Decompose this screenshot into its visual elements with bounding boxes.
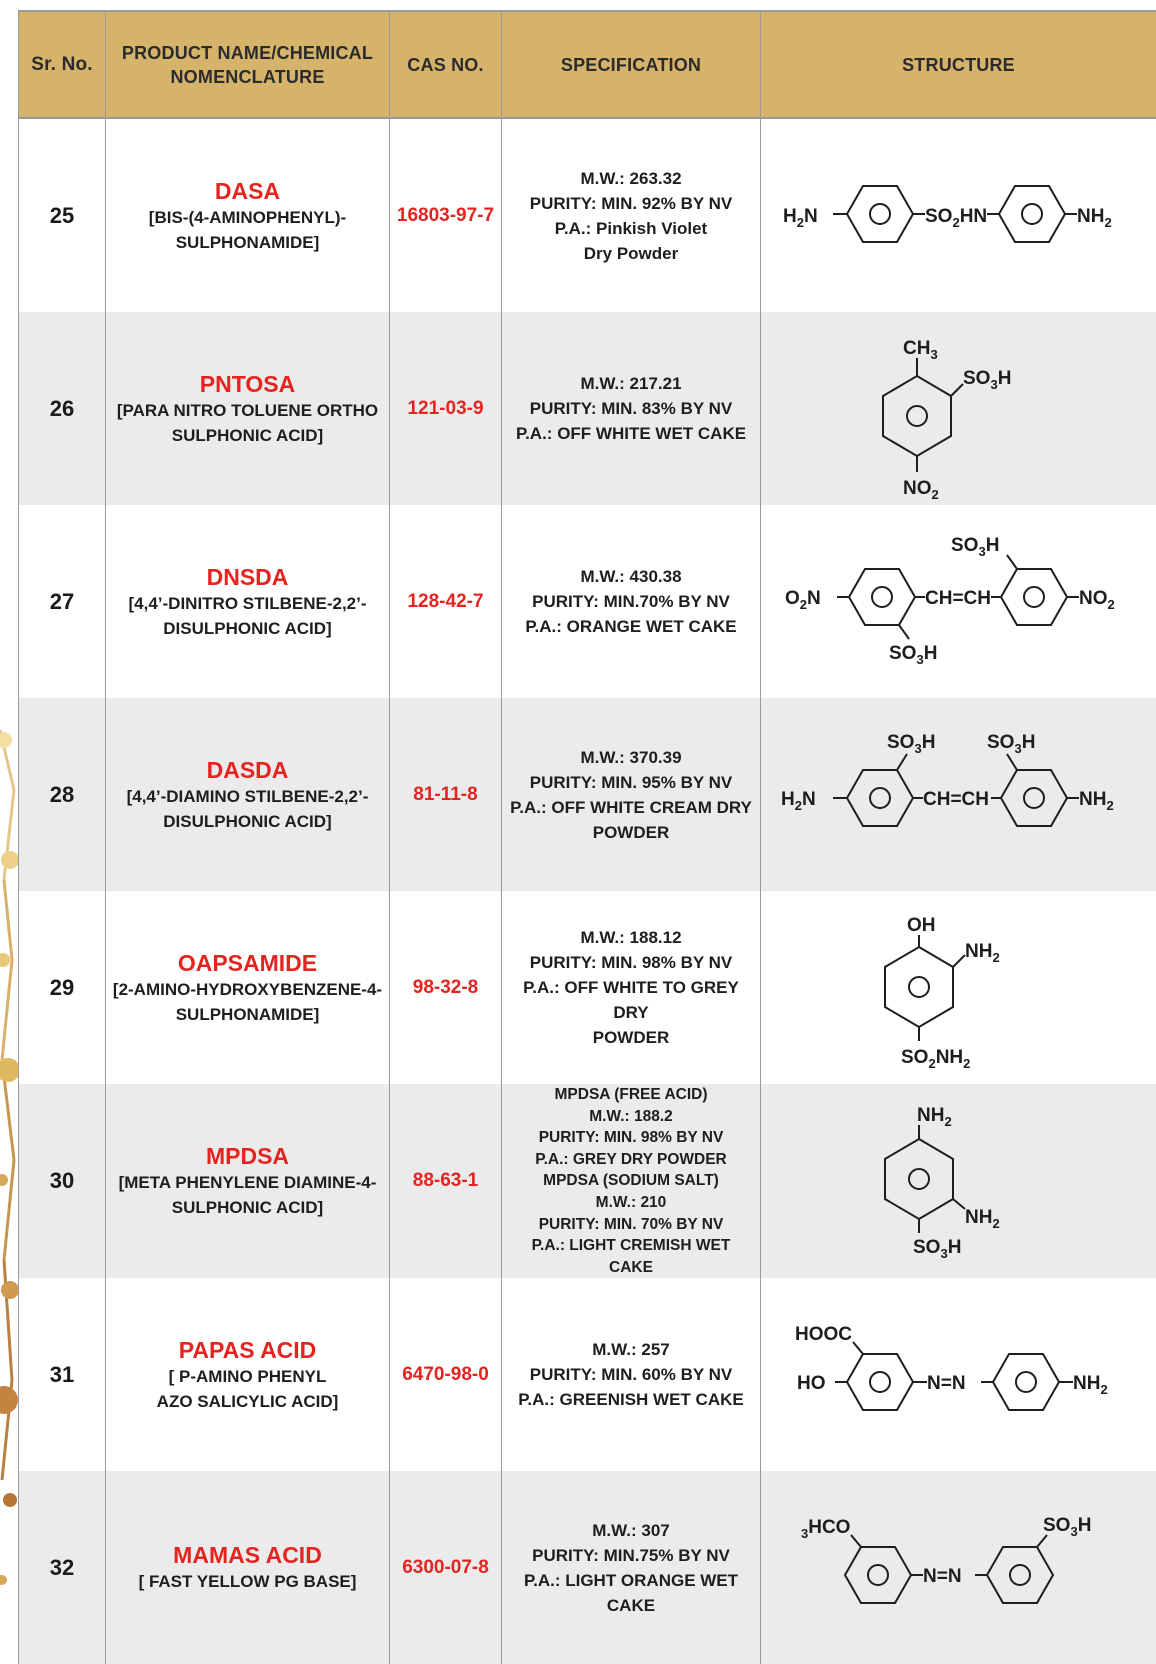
product-name: DASA bbox=[112, 177, 383, 205]
svg-text:CH3: $CH_3$ bbox=[903, 338, 938, 362]
header-specification: SPECIFICATION bbox=[502, 11, 761, 118]
product-table bbox=[18, 10, 1156, 1664]
sr-no-cell: 28 bbox=[19, 698, 106, 891]
nomenclature-line: [ P-AMINO PHENYL bbox=[112, 1364, 383, 1389]
product-name: OAPSAMIDE bbox=[112, 949, 383, 977]
structure-cell bbox=[761, 891, 1156, 1084]
nomenclature-line: AZO SALICYLIC ACID] bbox=[112, 1389, 383, 1414]
header-structure: STRUCTURE bbox=[761, 11, 1156, 118]
decorative-molecule-art bbox=[0, 0, 18, 1654]
cas-number: 81-11-8 bbox=[390, 698, 502, 891]
product-cell bbox=[106, 891, 390, 1084]
nomenclature-line: DISULPHONIC ACID] bbox=[112, 616, 383, 641]
product-cell bbox=[106, 312, 390, 505]
specification-cell: M.W.: 217.21 PURITY: MIN. 83% BY NV P.A.: OFF WHITE WET CAKE bbox=[502, 312, 761, 505]
nomenclature-line: [4,4’-DIAMINO STILBENE-2,2’- bbox=[112, 784, 383, 809]
svg-text:SO3H: $SO_3H$ bbox=[913, 1237, 961, 1261]
mamas-acid-structure-diagram bbox=[767, 1471, 1156, 1664]
product-name: DASDA bbox=[112, 756, 383, 784]
svg-text:NH2: $NH_2$ bbox=[1079, 789, 1114, 813]
structure-cell bbox=[761, 1278, 1156, 1471]
product-cell bbox=[106, 118, 390, 312]
svg-text:SO3H: $SO_3H$ bbox=[987, 732, 1035, 756]
product-name: PAPAS ACID bbox=[112, 1336, 383, 1364]
papas-acid-structure-diagram bbox=[767, 1278, 1156, 1471]
header-cas-no: CAS NO. bbox=[390, 11, 502, 118]
header-sr-no: Sr. No. bbox=[19, 11, 106, 118]
oapsamide-structure-diagram bbox=[767, 891, 1156, 1084]
svg-text:NH2: $NH_2$ bbox=[965, 941, 1000, 965]
svg-text:H2N: $H_2N$ bbox=[781, 789, 816, 813]
product-cell bbox=[106, 698, 390, 891]
sr-no-cell: 31 bbox=[19, 1278, 106, 1471]
product-name: MPDSA bbox=[112, 1142, 383, 1170]
product-name: MAMAS ACID bbox=[112, 1541, 383, 1569]
product-name: DNSDA bbox=[112, 563, 383, 591]
specification-cell: MPDSA (FREE ACID) M.W.: 188.2 PURITY: MIN. 98% BY NV P.A.: GREY DRY POWDER MPDSA (SODIUM SALT) M.W.: 210 PURITY: MIN. 70% BY NV P.A.: LIGHT CREMISH WET CAKE bbox=[502, 1084, 761, 1278]
nomenclature-line: [ FAST YELLOW PG BASE] bbox=[112, 1569, 383, 1594]
svg-text:HOOC: HOOC bbox=[795, 1324, 852, 1345]
cas-number: 98-32-8 bbox=[390, 891, 502, 1084]
structure-cell bbox=[761, 1471, 1156, 1664]
specification-cell: M.W.: 430.38 PURITY: MIN.70% BY NV P.A.: ORANGE WET CAKE bbox=[502, 505, 761, 698]
structure-cell bbox=[761, 118, 1156, 312]
cas-number: 88-63-1 bbox=[390, 1084, 502, 1278]
nomenclature-line: [4,4’-DINITRO STILBENE-2,2’- bbox=[112, 591, 383, 616]
sr-no-cell: 32 bbox=[19, 1471, 106, 1664]
table-row bbox=[19, 312, 1156, 505]
svg-text:NH2: $NH_2$ bbox=[917, 1105, 952, 1129]
sr-no-cell: 25 bbox=[19, 118, 106, 312]
svg-text:SO3H: $SO_3H$ bbox=[963, 368, 1011, 392]
svg-text:SO3H: $SO_3H$ bbox=[1043, 1515, 1091, 1539]
svg-text:3HCO: $_3$HCO bbox=[801, 1517, 850, 1541]
table-row bbox=[19, 891, 1156, 1084]
svg-text:N=N: N=N bbox=[927, 1373, 966, 1394]
dasa-structure-diagram bbox=[767, 119, 1156, 312]
mpdsa-structure-diagram bbox=[767, 1085, 1156, 1278]
product-cell bbox=[106, 1278, 390, 1471]
nomenclature-line: SULPHONAMIDE] bbox=[112, 1002, 383, 1027]
sr-no-cell: 29 bbox=[19, 891, 106, 1084]
sr-no-cell: 26 bbox=[19, 312, 106, 505]
specification-cell: M.W.: 188.12 PURITY: MIN. 98% BY NV P.A.: OFF WHITE TO GREY DRY POWDER bbox=[502, 891, 761, 1084]
product-cell bbox=[106, 1471, 390, 1664]
structure-cell bbox=[761, 505, 1156, 698]
svg-text:H2N: $H_2N$ bbox=[783, 206, 818, 230]
svg-text:NO2: $NO_2$ bbox=[1079, 588, 1115, 612]
structure-cell bbox=[761, 1084, 1156, 1278]
nomenclature-line: SULPHONIC ACID] bbox=[112, 1195, 383, 1220]
svg-text:SO3H: $SO_3H$ bbox=[887, 732, 935, 756]
svg-text:CH=CH: CH=CH bbox=[923, 789, 989, 810]
nomenclature-line: [2-AMINO-HYDROXYBENZENE-4- bbox=[112, 977, 383, 1002]
specification-cell: M.W.: 257 PURITY: MIN. 60% BY NV P.A.: GREENISH WET CAKE bbox=[502, 1278, 761, 1471]
svg-text:SO3H: $SO_3H$ bbox=[951, 535, 999, 559]
cas-number: 6300-07-8 bbox=[390, 1471, 502, 1664]
header-product-name: PRODUCT NAME/CHEMICAL NOMENCLATURE bbox=[106, 11, 390, 118]
nomenclature-line: [BIS-(4-AMINOPHENYL)- bbox=[112, 205, 383, 230]
table-row bbox=[19, 1278, 1156, 1471]
structure-cell bbox=[761, 698, 1156, 891]
svg-text:SO3H: $SO_3H$ bbox=[889, 643, 937, 667]
nomenclature-line: [PARA NITRO TOLUENE ORTHO bbox=[112, 398, 383, 423]
svg-text:O2N: $O_2N$ bbox=[785, 588, 821, 612]
nomenclature-line: SULPHONAMIDE] bbox=[112, 230, 383, 255]
specification-cell: M.W.: 263.32 PURITY: MIN. 92% BY NV P.A.: Pinkish Violet Dry Powder bbox=[502, 118, 761, 312]
product-cell bbox=[106, 1084, 390, 1278]
svg-text:NO2: $NO_2$ bbox=[903, 478, 939, 502]
svg-text:NH2: $NH_2$ bbox=[1077, 206, 1112, 230]
pntosa-structure-diagram bbox=[767, 312, 1156, 505]
product-name: PNTOSA bbox=[112, 370, 383, 398]
nomenclature-line: DISULPHONIC ACID] bbox=[112, 809, 383, 834]
table-header-row bbox=[19, 11, 1156, 118]
svg-text:HO: HO bbox=[797, 1373, 826, 1394]
sr-no-cell: 27 bbox=[19, 505, 106, 698]
svg-text:NH2: $NH_2$ bbox=[1073, 1373, 1108, 1397]
specification-cell: M.W.: 307 PURITY: MIN.75% BY NV P.A.: LIGHT ORANGE WET CAKE bbox=[502, 1471, 761, 1664]
svg-text:NH2: $NH_2$ bbox=[965, 1207, 1000, 1231]
sr-no-cell: 30 bbox=[19, 1084, 106, 1278]
table-row bbox=[19, 698, 1156, 891]
table-row bbox=[19, 118, 1156, 312]
cas-number: 6470-98-0 bbox=[390, 1278, 502, 1471]
svg-text:CH=CH: CH=CH bbox=[925, 588, 991, 609]
table-row bbox=[19, 505, 1156, 698]
cas-number: 128-42-7 bbox=[390, 505, 502, 698]
dnsda-structure-diagram bbox=[767, 505, 1156, 698]
svg-text:SO2HN: $SO_2HN$ bbox=[925, 206, 987, 230]
structure-cell bbox=[761, 312, 1156, 505]
cas-number: 16803-97-7 bbox=[390, 118, 502, 312]
specification-cell: M.W.: 370.39 PURITY: MIN. 95% BY NV P.A.: OFF WHITE CREAM DRY POWDER bbox=[502, 698, 761, 891]
svg-text:SO2NH2: $SO_2NH_2$ bbox=[901, 1047, 970, 1071]
svg-text:OH: OH bbox=[907, 915, 936, 936]
dasda-structure-diagram bbox=[767, 698, 1156, 891]
nomenclature-line: SULPHONIC ACID] bbox=[112, 423, 383, 448]
table-row bbox=[19, 1471, 1156, 1664]
cas-number: 121-03-9 bbox=[390, 312, 502, 505]
nomenclature-line: [META PHENYLENE DIAMINE-4- bbox=[112, 1170, 383, 1195]
product-cell bbox=[106, 505, 390, 698]
table-row bbox=[19, 1084, 1156, 1278]
svg-text:N=N: N=N bbox=[923, 1566, 962, 1587]
